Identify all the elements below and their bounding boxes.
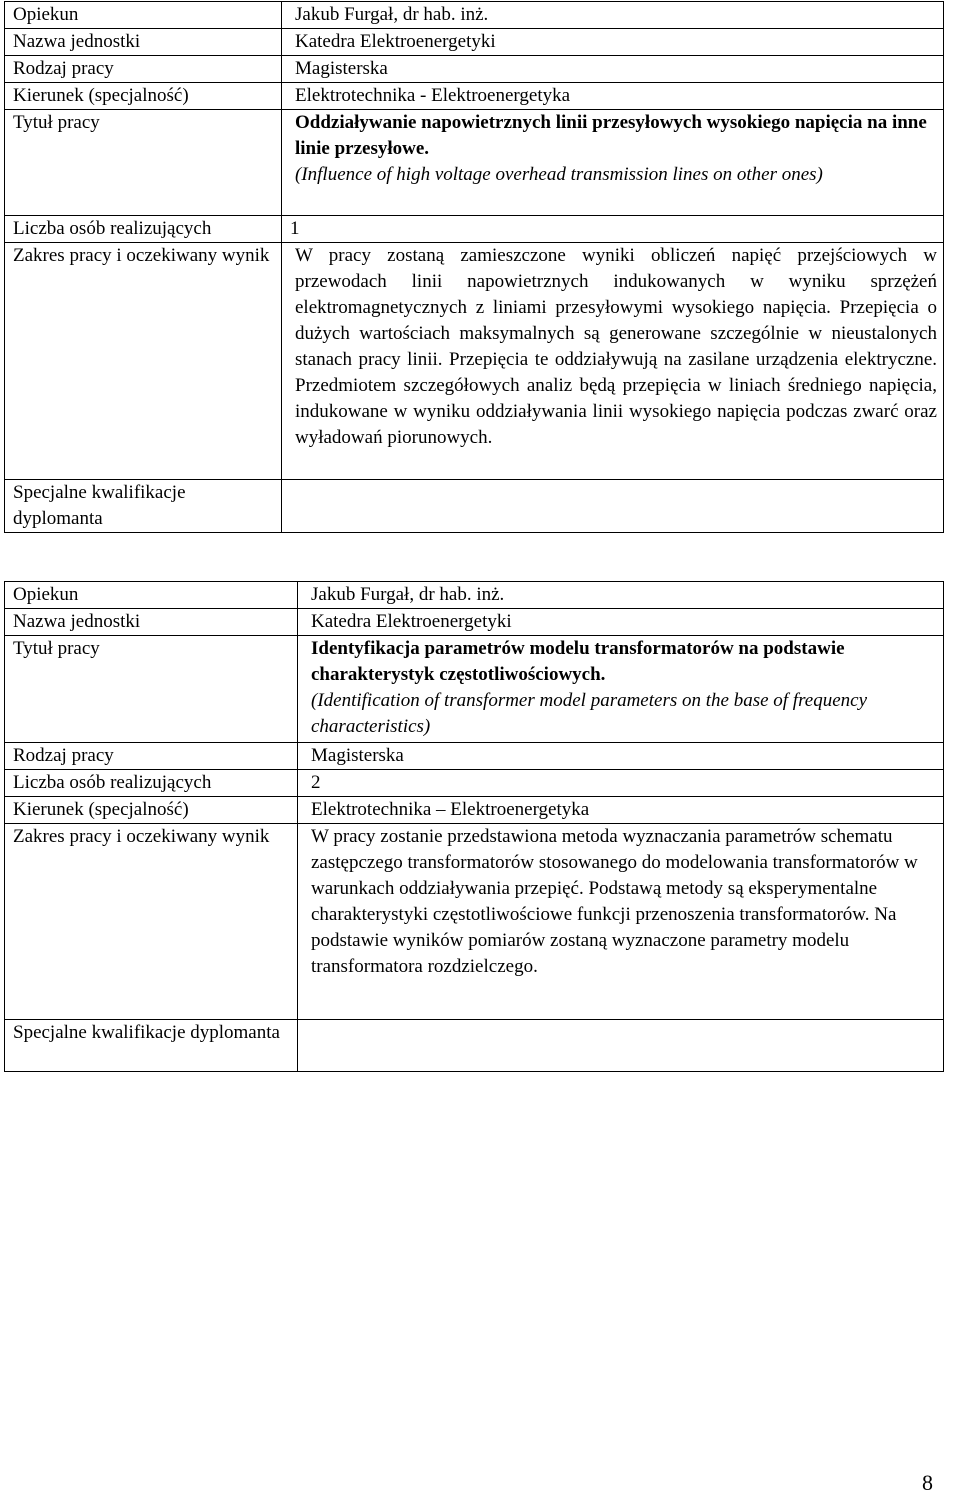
people-value: 1: [282, 216, 944, 243]
type-value: Magisterska: [282, 56, 944, 83]
title-cell: [298, 636, 944, 743]
field-label: Kierunek (specjalność): [5, 797, 298, 824]
unit-label: Nazwa jednostki: [5, 609, 298, 636]
type-label: Rodzaj pracy: [5, 56, 282, 83]
people-label: Liczba osób realizujących: [5, 770, 298, 797]
title-en: (Identification of transformer model parameters on the base of frequency characteristics): [311, 690, 868, 737]
type-value: Magisterska: [298, 743, 944, 770]
thesis-table-1: [4, 1, 944, 533]
title-label: Tytuł pracy: [5, 636, 298, 743]
title-pl: Oddziaływanie napowietrznych linii przesyłowych wysokiego napięcia na inne linie przesyłowe.: [295, 112, 927, 159]
supervisor-label: Opiekun: [5, 2, 282, 29]
field-value: Elektrotechnika – Elektroenergetyka: [298, 797, 944, 824]
unit-value: Katedra Elektroenergetyki: [298, 609, 944, 636]
supervisor-value: Jakub Furgał, dr hab. inż.: [282, 2, 944, 29]
title-cell: [282, 110, 944, 216]
unit-label: Nazwa jednostki: [5, 29, 282, 56]
title-pl: Identyfikacja parametrów modelu transformatorów na podstawie charakterystyk częstotliwościowych.: [311, 638, 845, 685]
thesis-table-2: [4, 581, 944, 1072]
qual-label: Specjalne kwalifikacje dyplomanta: [5, 480, 282, 533]
type-label: Rodzaj pracy: [5, 743, 298, 770]
scope-label: Zakres pracy i oczekiwany wynik: [5, 824, 298, 1020]
qual-label: Specjalne kwalifikacje dyplomanta: [5, 1020, 298, 1072]
field-value: Elektrotechnika - Elektroenergetyka: [282, 83, 944, 110]
page-number: 8: [922, 1470, 933, 1495]
people-label: Liczba osób realizujących: [5, 216, 282, 243]
title-en: (Influence of high voltage overhead transmission lines on other ones): [295, 164, 823, 185]
qual-value: [298, 1020, 944, 1072]
people-value: 2: [298, 770, 944, 797]
supervisor-label: Opiekun: [5, 582, 298, 609]
scope-value: W pracy zostanie przedstawiona metoda wyznaczania parametrów schematu zastępczego transformatorów stosowanego do modelowania transformatorów w warunkach oddziaływania przepięć. Podstawą metody są eksperymentalne charakterystyki częstotliwościowe funkcji przenoszenia transformatorów. Na podstawie wyników pomiarów zostaną wyznaczone parametry modelu transformatora rozdzielczego.: [298, 824, 944, 1020]
unit-value: Katedra Elektroenergetyki: [282, 29, 944, 56]
scope-value: W pracy zostaną zamieszczone wyniki obliczeń napięć przejściowych w przewodach linii napowietrznych indukowanych w wyniku sprzężeń elektromagnetycznych z liniami przesyłowymi wysokiego napięcia. Przepięcia o dużych wartościach maksymalnych są generowane szczególnie w nieustalonych stanach pracy linii. Przepięcia te oddziaływują na zasilane urządzenia elektryczne. Przedmiotem szczegółowych analiz będą przepięcia w liniach średniego napięcia, indukowane w wyniku oddziaływania linii wysokiego napięcia podczas zwarć oraz wyładowań piorunowych.: [282, 243, 944, 480]
title-label: Tytuł pracy: [5, 110, 282, 216]
supervisor-value: Jakub Furgał, dr hab. inż.: [298, 582, 944, 609]
qual-value: [282, 480, 944, 533]
field-label: Kierunek (specjalność): [5, 83, 282, 110]
scope-label: Zakres pracy i oczekiwany wynik: [5, 243, 282, 480]
